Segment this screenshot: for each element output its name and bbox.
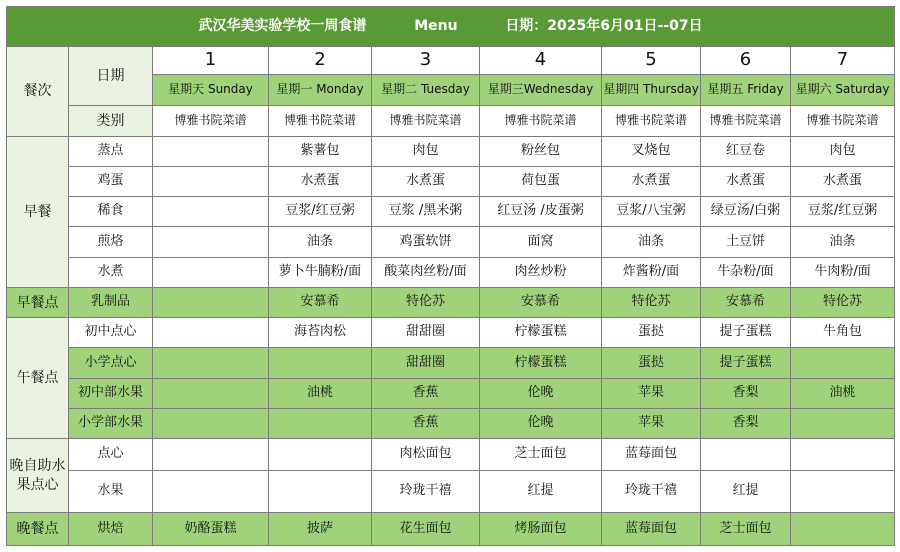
title-row <box>7 7 895 47</box>
menu-cell: 豆浆/红豆粥 <box>791 197 895 227</box>
menu-cell <box>153 318 269 348</box>
menu-cell: 香蕉 <box>372 378 480 408</box>
menu-cell <box>153 470 269 513</box>
menu-cell: 豆浆/红豆粥 <box>269 197 372 227</box>
breakfast-row <box>7 197 895 227</box>
menu-cell <box>153 197 269 227</box>
menu-cell <box>153 378 269 408</box>
menu-cell: 肉包 <box>372 136 480 166</box>
category-cell: 博雅书院菜谱 <box>791 106 895 136</box>
menu-cell: 安慕希 <box>480 287 602 317</box>
menu-cell <box>269 470 372 513</box>
menu-cell: 玲珑干禧 <box>602 470 701 513</box>
item-label: 初中点心 <box>69 318 153 348</box>
menu-cell <box>269 439 372 470</box>
menu-cell: 肉丝炒粉 <box>480 257 602 287</box>
category-cell: 博雅书院菜谱 <box>701 106 791 136</box>
menu-cell: 叉烧包 <box>602 136 701 166</box>
menu-cell: 水煮蛋 <box>701 166 791 196</box>
menu-cell: 牛肉粉/面 <box>791 257 895 287</box>
evening-selfservice-label: 晚自助水果点心 <box>7 439 69 513</box>
menu-cell: 紫薯包 <box>269 136 372 166</box>
menu-cell: 甜甜圈 <box>372 318 480 348</box>
weekday-header: 星期五 Friday <box>701 74 791 105</box>
day-number: 6 <box>701 46 791 74</box>
breakfast-snack-row <box>7 287 895 317</box>
menu-cell: 芝士面包 <box>701 513 791 546</box>
menu-cell <box>701 439 791 470</box>
menu-cell: 油桃 <box>269 378 372 408</box>
day-number: 5 <box>602 46 701 74</box>
afternoon-snack-row <box>7 318 895 348</box>
menu-cell: 牛角包 <box>791 318 895 348</box>
item-label: 小学点心 <box>69 348 153 378</box>
menu-cell <box>153 166 269 196</box>
dinner-snack-row <box>7 513 895 546</box>
menu-cell: 花生面包 <box>372 513 480 546</box>
menu-cell: 豆浆/八宝粥 <box>602 197 701 227</box>
menu-cell: 香梨 <box>701 378 791 408</box>
menu-cell: 牛杂粉/面 <box>701 257 791 287</box>
menu-cell: 绿豆汤/白粥 <box>701 197 791 227</box>
menu-cell: 油条 <box>602 227 701 257</box>
item-label: 煎烙 <box>69 227 153 257</box>
menu-cell <box>269 348 372 378</box>
menu-cell: 红提 <box>701 470 791 513</box>
menu-cell: 水煮蛋 <box>791 166 895 196</box>
menu-cell: 安慕希 <box>701 287 791 317</box>
menu-cell: 土豆饼 <box>701 227 791 257</box>
meal-column-header: 餐次 <box>7 46 69 136</box>
item-label: 初中部水果 <box>69 378 153 408</box>
weekday-header: 星期三Wednesday <box>480 74 602 105</box>
item-label: 点心 <box>69 439 153 470</box>
menu-cell: 蛋挞 <box>602 348 701 378</box>
menu-cell: 特伦苏 <box>602 287 701 317</box>
menu-cell: 奶酪蛋糕 <box>153 513 269 546</box>
day-number: 1 <box>153 46 269 74</box>
menu-cell: 柠檬蛋糕 <box>480 348 602 378</box>
menu-cell: 油条 <box>269 227 372 257</box>
menu-cell: 水煮蛋 <box>602 166 701 196</box>
weekday-header: 星期二 Tuesday <box>372 74 480 105</box>
menu-cell: 提子蛋糕 <box>701 318 791 348</box>
menu-cell: 红豆汤 /皮蛋粥 <box>480 197 602 227</box>
item-label: 乳制品 <box>69 287 153 317</box>
menu-cell: 油条 <box>791 227 895 257</box>
menu-cell: 酸菜肉丝粉/面 <box>372 257 480 287</box>
menu-cell: 伦晚 <box>480 409 602 439</box>
menu-cell: 提子蛋糕 <box>701 348 791 378</box>
evening-row <box>7 470 895 513</box>
menu-cell: 苹果 <box>602 409 701 439</box>
menu-cell <box>153 227 269 257</box>
date-range: 日期：2025年6月01日--07日 <box>505 18 703 35</box>
item-label: 烘焙 <box>69 513 153 546</box>
item-label: 小学部水果 <box>69 409 153 439</box>
category-cell: 博雅书院菜谱 <box>602 106 701 136</box>
school-menu-title: 武汉华美实验学校一周食谱 <box>198 18 367 35</box>
menu-cell: 水煮蛋 <box>269 166 372 196</box>
menu-cell: 萝卜牛腩粉/面 <box>269 257 372 287</box>
menu-cell: 苹果 <box>602 378 701 408</box>
dinner-snack-label: 晚餐点 <box>7 513 69 546</box>
day-number: 3 <box>372 46 480 74</box>
weekday-header: 星期四 Thursday <box>602 74 701 105</box>
breakfast-label: 早餐 <box>7 136 69 287</box>
menu-cell: 炸酱粉/面 <box>602 257 701 287</box>
menu-cell: 安慕希 <box>269 287 372 317</box>
menu-label: Menu <box>414 18 458 35</box>
menu-cell: 红豆卷 <box>701 136 791 166</box>
evening-row <box>7 439 895 470</box>
category-cell: 博雅书院菜谱 <box>372 106 480 136</box>
item-label: 鸡蛋 <box>69 166 153 196</box>
menu-cell <box>269 409 372 439</box>
item-label: 稀食 <box>69 197 153 227</box>
afternoon-snack-label: 午餐点 <box>7 318 69 439</box>
item-label: 水煮 <box>69 257 153 287</box>
menu-cell: 豆浆 /黑米粥 <box>372 197 480 227</box>
breakfast-row <box>7 136 895 166</box>
weekly-menu-table <box>6 6 895 546</box>
menu-cell <box>153 348 269 378</box>
menu-cell: 香梨 <box>701 409 791 439</box>
menu-cell: 香蕉 <box>372 409 480 439</box>
menu-cell: 面窝 <box>480 227 602 257</box>
menu-cell: 肉松面包 <box>372 439 480 470</box>
menu-cell: 肉包 <box>791 136 895 166</box>
day-number: 7 <box>791 46 895 74</box>
day-number-row <box>7 46 895 74</box>
menu-cell: 油桃 <box>791 378 895 408</box>
weekday-header: 星期天 Sunday <box>153 74 269 105</box>
menu-cell: 特伦苏 <box>372 287 480 317</box>
category-row <box>7 106 895 136</box>
menu-cell <box>791 409 895 439</box>
menu-cell <box>153 287 269 317</box>
menu-cell: 甜甜圈 <box>372 348 480 378</box>
menu-cell: 鸡蛋软饼 <box>372 227 480 257</box>
item-label: 水果 <box>69 470 153 513</box>
menu-cell: 粉丝包 <box>480 136 602 166</box>
menu-cell: 蓝莓面包 <box>602 439 701 470</box>
menu-cell: 烤肠面包 <box>480 513 602 546</box>
category-cell: 博雅书院菜谱 <box>153 106 269 136</box>
item-label: 蒸点 <box>69 136 153 166</box>
category-cell: 博雅书院菜谱 <box>480 106 602 136</box>
menu-cell: 披萨 <box>269 513 372 546</box>
category-cell: 博雅书院菜谱 <box>269 106 372 136</box>
breakfast-row <box>7 166 895 196</box>
menu-cell <box>153 257 269 287</box>
menu-cell: 芝士面包 <box>480 439 602 470</box>
afternoon-snack-row <box>7 409 895 439</box>
menu-cell <box>791 439 895 470</box>
date-label: 日期 <box>69 46 153 106</box>
title-bar <box>7 7 895 47</box>
menu-cell: 荷包蛋 <box>480 166 602 196</box>
menu-cell: 水煮蛋 <box>372 166 480 196</box>
afternoon-snack-row <box>7 348 895 378</box>
menu-cell: 海苔肉松 <box>269 318 372 348</box>
weekday-header: 星期一 Monday <box>269 74 372 105</box>
menu-cell <box>791 470 895 513</box>
menu-cell: 玲珑干禧 <box>372 470 480 513</box>
menu-cell <box>153 136 269 166</box>
menu-cell: 特伦苏 <box>791 287 895 317</box>
category-label: 类别 <box>69 106 153 136</box>
breakfast-row <box>7 227 895 257</box>
menu-cell: 红提 <box>480 470 602 513</box>
breakfast-row <box>7 257 895 287</box>
day-number: 4 <box>480 46 602 74</box>
menu-cell <box>153 439 269 470</box>
menu-cell <box>153 409 269 439</box>
menu-cell: 伦晚 <box>480 378 602 408</box>
menu-cell: 蓝莓面包 <box>602 513 701 546</box>
menu-cell: 柠檬蛋糕 <box>480 318 602 348</box>
menu-cell <box>791 348 895 378</box>
weekday-header: 星期六 Saturday <box>791 74 895 105</box>
menu-cell <box>791 513 895 546</box>
afternoon-snack-row <box>7 378 895 408</box>
menu-cell: 蛋挞 <box>602 318 701 348</box>
day-number: 2 <box>269 46 372 74</box>
breakfast-snack-label: 早餐点 <box>7 287 69 317</box>
